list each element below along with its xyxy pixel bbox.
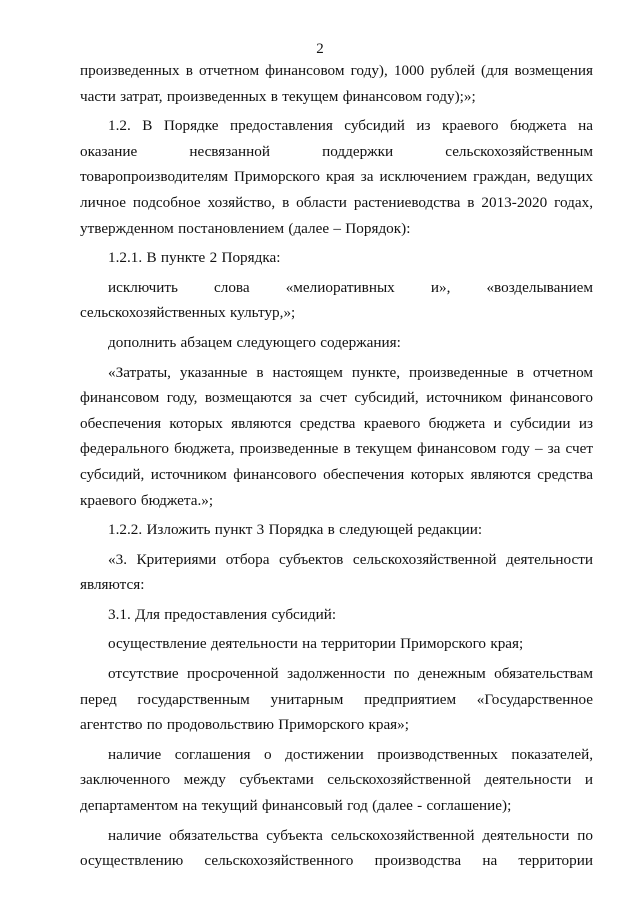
paragraph-add-clause: дополнить абзацем следующего содержания: bbox=[108, 333, 401, 351]
paragraph-continuation: произведенных в отчетном финансовом году), 1000 рублей (для возмещения части затрат, произведенных в текущем финансовом году);»; bbox=[80, 62, 593, 105]
paragraph-1-2: 1.2. В Порядке предоставления субсидий из краевого бюджета на оказание несвязанной поддержки сельскохозяйственным товаропроизводителям Приморского края за исключением граждан, ведущих личное подсобное хозяйство, в области растениеводства в 2013-2020 годах, утвержденном постановлением (далее – Порядок): bbox=[80, 117, 593, 237]
paragraph-3-1: 3.1. Для предоставления субсидий: bbox=[108, 605, 337, 623]
paragraph-exclude-words: исключить слова «мелиоративных и», «возделыванием сельскохозяйственных культур,»; bbox=[80, 278, 593, 322]
paragraph-agreement: наличие соглашения о достижении производственных показателей, заключенного между субъектами сельскохозяйственной деятельности и департаментом на текущий финансовый год (далее - соглашение); bbox=[80, 745, 593, 815]
paragraph-no-overdue-debt: отсутствие просроченной задолженности по денежным обязательствам перед государственным унитарным предприятием «Государственное агентство по продовольствию Приморского края»; bbox=[80, 665, 593, 734]
paragraph-criteria: «3. Критериями отбора субъектов сельскохозяйственной деятельности являются: bbox=[80, 550, 593, 594]
paragraph-1-2-2: 1.2.2. Изложить пункт 3 Порядка в следующей редакции: bbox=[108, 521, 483, 539]
paragraph-1-2-1: 1.2.1. В пункте 2 Порядка: bbox=[108, 249, 281, 267]
paragraph-costs-quote: «Затраты, указанные в настоящем пункте, произведенные в отчетном финансовом году, возмещаются за счет субсидий, источником финансового обеспечения которых являются средства краевого бюджета и субсидии из федерального бюджета, произведенные в текущем финансовом году – за счет субсидий, источником финансового обеспечения которых являются средства краевого бюджета.»; bbox=[80, 363, 593, 509]
document-body bbox=[80, 58, 593, 874]
paragraph-obligation: наличие обязательства субъекта сельскохозяйственной деятельности по осуществлению сельскохозяйственного производства на территории bbox=[80, 826, 593, 870]
paragraph-activity-territory: осуществление деятельности на территории Приморского края; bbox=[108, 635, 524, 653]
page-number: 2 bbox=[316, 41, 324, 57]
